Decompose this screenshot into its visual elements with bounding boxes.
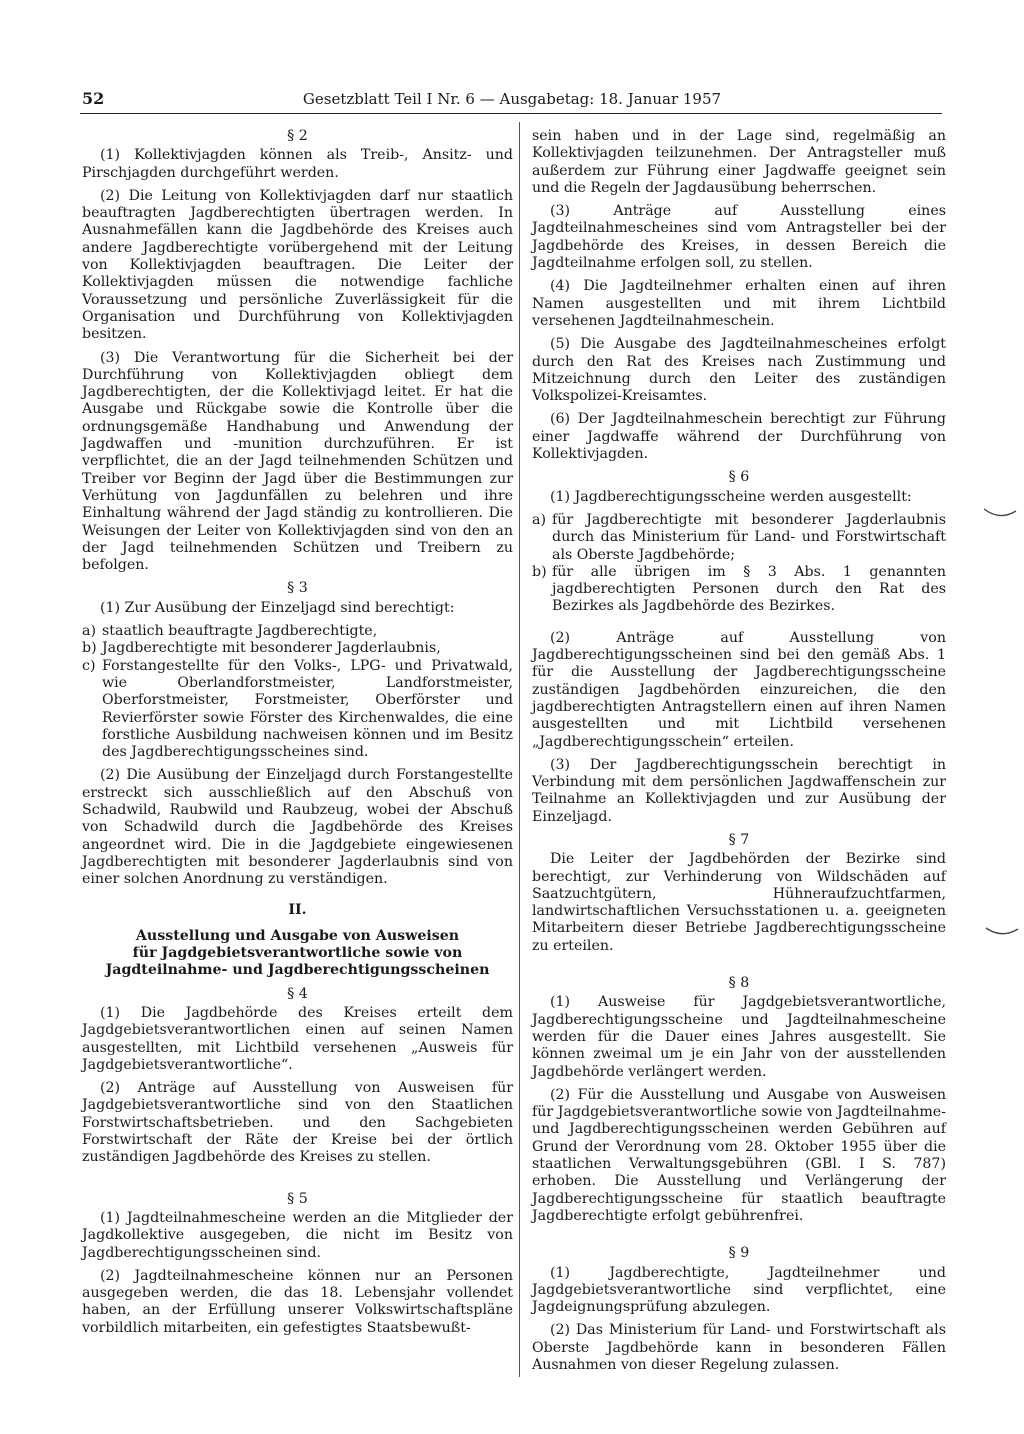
page-number: 52 xyxy=(82,89,105,108)
list-label: a) xyxy=(532,511,546,528)
section-heading-6: § 6 xyxy=(728,469,750,486)
paragraph: (3) Der Jagdberechtigungsschein berechtigt in Verbindung mit dem persönlichen Jagdwaffenschein zur Teilnahme an Kollektivjagden und zur Ausübung der Einzeljagd. xyxy=(532,756,946,825)
list-text: Jagdberechtigte mit besonderer Jagderlaubnis, xyxy=(102,640,441,657)
paragraph: (2) Anträge auf Ausstellung von Jagdberechtigungsscheinen sind bei den gemäß Abs. 1 für die Ausstellung der Jagdberechtigungsscheine zuständigen Jagdbehörden einzureichen, die den jagdberechtigten Antragstellern einen auf ihren Namen ausgestellten und mit Lichtbild versehenen „Jagdberechtigungsschein“ erteilen. xyxy=(532,629,946,750)
column-divider xyxy=(519,122,520,1377)
gazette-title: Gesetzblatt Teil I Nr. 6 — Ausgabetag: 18. Januar 1957 xyxy=(302,90,722,108)
section-heading-2: § 2 xyxy=(287,128,308,144)
paragraph: (2) Die Leitung von Kollektivjagden darf nur staatlich beauftragten Jagdberechtigten übertragen werden. In Ausnahmefällen kann die Jagdbehörde des Kreises auch andere Jagdberechtigte vorübergehend mit der Leitung von Kollektivjagden beauftragen. Die Leiter der Kollektivjagden müssen die notwendige fachliche Voraussetzung und persönliche Zuverlässigkeit für die Organisation und Durchführung von Kollektivjagden besitzen. xyxy=(82,187,513,343)
paragraph: (2) Für die Ausstellung und Ausgabe von Ausweisen für Jagdgebietsverantwortliche sowie von Jagdteilnahme- und Jagdberechtigungsscheinen werden Gebühren auf Grund der Verordnung vom 28. Oktober 1955 über die staatlichen Verwaltungsgebühren (GBl. I S. 787) erhoben. Die Ausstellung und Verlängerung der Jagdberechtigungsscheine für staatlich beauftragte Jagdberechtigte erfolgt gebührenfrei. xyxy=(532,1086,946,1224)
paragraph: (2) Das Ministerium für Land- und Forstwirtschaft als Oberste Jagdbehörde kann in besonderen Fällen Ausnahmen von dieser Regelung zulassen. xyxy=(532,1322,946,1373)
list-item xyxy=(532,564,946,616)
section-heading-4: § 4 xyxy=(287,985,308,1002)
list-label: b) xyxy=(82,640,97,657)
paragraph: (6) Der Jagdteilnahmeschein berechtigt zur Führung einer Jagdwaffe während der Durchführung von Kollektivjagden. xyxy=(532,411,946,463)
paragraph: (2) Anträge auf Ausstellung von Ausweisen für Jagdgebietsverantwortliche sind von den Staatlichen Forstwirtschaftsbetrieben. und den Sachgebieten Forstwirtschaft der Räte der Kreise bei der örtlich zuständigen Jagdbehörde des Kreises zu stellen. xyxy=(82,1080,513,1166)
paragraph: (1) Jagdberechtigungsscheine werden ausgestellt: xyxy=(550,488,912,505)
paragraph: (3) Die Verantwortung für die Sicherheit bei der Durchführung von Kollektivjagden obliegt dem Jagdberechtigten, der die Kollektivjagd leitet. Er hat die Ausgabe und Rückgabe sowie die Kontrolle über die ordnungsgemäße Handhabung und Anwendung der Jagdwaffen und -munition durchzuführen. Er ist verpflichtet, die an der Jagd teilnehmenden Schützen und Treiber vor Beginn der Jagd über die Bestimmungen zur Verhütung von Jagdunfällen zu belehren und ihre Einhaltung während der Jagd ständig zu kontrollieren. Die Weisungen der Leiter von Kollektivjagden sind von den an der Jagd teilnehmenden Schützen und Treibern zu befolgen. xyxy=(82,349,513,574)
paragraph: (1) Zur Ausübung der Einzeljagd sind berechtigt: xyxy=(100,599,455,616)
left-column xyxy=(82,128,513,1343)
margin-mark-icon xyxy=(984,924,1020,938)
enumeration-list xyxy=(532,512,946,616)
paragraph-continued: sein haben und in der Lage sind, regelmäßig an Kollektivjagden teilzunehmen. Der Antragsteller muß außerdem zur Führung einer Jagdwaffe geeignet sein und die Regeln der Jagdausübung beherrschen. xyxy=(532,128,946,196)
paragraph: (4) Die Jagdteilnehmer erhalten einen auf ihren Namen ausgestellten und mit ihrem Lichtbild versehenen Jagdteilnahmeschein. xyxy=(532,278,946,329)
list-label: a) xyxy=(82,623,96,640)
paragraph: (2) Die Ausübung der Einzeljagd durch Forstangestellte erstreckt sich ausschließlich auf den Abschuß von Schadwild, Raubwild und Raubzeug, wobei der Abschuß von Schadwild durch die Jagdbehörde des Kreises angeordnet wird. Die in die Jagdgebiete eingewiesenen Jagdberechtigten mit besonderer Jagderlaubnis sind von einer solchen Anordnung zu verständigen. xyxy=(82,767,513,888)
list-text: für Jagdberechtigte mit besonderer Jagderlaubnis durch das Ministerium für Land- und Forstwirtschaft als Oberste Jagdbehörde; xyxy=(552,511,946,563)
section-heading-5: § 5 xyxy=(287,1190,308,1207)
list-item xyxy=(82,658,513,762)
right-column xyxy=(532,128,946,1380)
chapter-heading-line-1: Ausstellung und Ausgabe von Ausweisen xyxy=(135,927,460,944)
section-heading-7: § 7 xyxy=(728,831,750,848)
paragraph: (1) Jagdberechtigte, Jagdteilnehmer und Jagdgebietsverantwortliche sind verpflichtet, eine Jagdeignungsprüfung abzulegen. xyxy=(532,1264,946,1316)
list-item xyxy=(82,640,513,657)
chapter-number: II. xyxy=(288,902,307,919)
paragraph: Die Leiter der Jagdbehörden der Bezirke sind berechtigt, zur Verhinderung von Wildschäden auf Saatzuchtgütern, Hühneraufzuchtfarmen, landwirtschaftlichen Versuchsstationen u. a. geeigneten Mitarbeitern dieser Betriebe Jagdberechtigungsscheine zu erteilen. xyxy=(532,851,946,954)
page-header xyxy=(82,88,942,114)
section-heading-9: § 9 xyxy=(728,1245,750,1262)
list-label: b) xyxy=(532,563,547,580)
paragraph: (1) Kollektivjagden können als Treib-, Ansitz- und Pirschjagden durchgeführt werden. xyxy=(82,147,513,181)
list-text: Forstangestellte für den Volks-, LPG- und Privatwald, wie Oberlandforstmeister, Landforstmeister, Oberforstmeister, Forstmeister, Oberförster und Revierförster sowie Förster des Kirchenwaldes, die eine forstliche Ausbildung nachweisen können und im Besitz des Jagdberechtigungsscheines sind. xyxy=(102,657,513,761)
section-heading-8: § 8 xyxy=(728,975,750,992)
paragraph: (1) Jagdteilnahmescheine werden an die Mitglieder der Jagdkollektive ausgegeben, die nicht im Besitz von Jagdberechtigungsscheinen sind. xyxy=(82,1209,513,1261)
paragraph: (1) Ausweise für Jagdgebietsverantwortliche, Jagdberechtigungsscheine und Jagdteilnahmescheine werden für die Dauer eines Jahres ausgestellt. Sie können zweimal um je ein Jahr von der ausstellenden Jagdbehörde verlängert werden. xyxy=(532,994,946,1080)
paragraph: (2) Jagdteilnahmescheine können nur an Personen ausgegeben werden, die das 18. Lebensjahr vollendet haben, an der Erfüllung unserer Volkswirtschaftspläne vorbildlich mitarbeiten, ein gefestigtes Staatsbewußt- xyxy=(82,1267,513,1336)
chapter-heading xyxy=(82,928,513,980)
list-item xyxy=(532,512,946,564)
list-text: staatlich beauftragte Jagdberechtigte, xyxy=(102,623,378,640)
list-label: c) xyxy=(82,657,96,674)
header-rule xyxy=(80,113,942,114)
chapter-heading-line-2: für Jagdgebietsverantwortliche sowie von Jagdteilnahme- und Jagdberechtigungsscheinen xyxy=(105,945,490,979)
paragraph: (3) Anträge auf Ausstellung eines Jagdteilnahmescheines sind vom Antragsteller bei der Jagdbehörde des Kreises, in dessen Bereich die Jagdteilnahme erfolgen soll, zu stellen. xyxy=(532,203,946,272)
list-item xyxy=(82,623,513,640)
list-text: für alle übrigen im § 3 Abs. 1 genannten jagdberechtigten Personen durch den Rat des Bezirkes als Jagdbehörde des Bezirkes. xyxy=(552,563,946,615)
paragraph: (5) Die Ausgabe des Jagdteilnahmescheines erfolgt durch den Rat des Kreises nach Zustimmung und Mitzeichnung durch den Leiter des zuständigen Volkspolizei-Kreisamtes. xyxy=(532,336,946,405)
margin-mark-icon xyxy=(982,505,1018,519)
enumeration-list xyxy=(82,623,513,761)
paragraph: (1) Die Jagdbehörde des Kreises erteilt dem Jagdgebietsverantwortlichen einen auf seinen Namen ausgestellten, mit Lichtbild versehenen „Ausweis für Jagdgebietsverantwortliche“. xyxy=(82,1004,513,1073)
section-heading-3: § 3 xyxy=(287,580,308,597)
